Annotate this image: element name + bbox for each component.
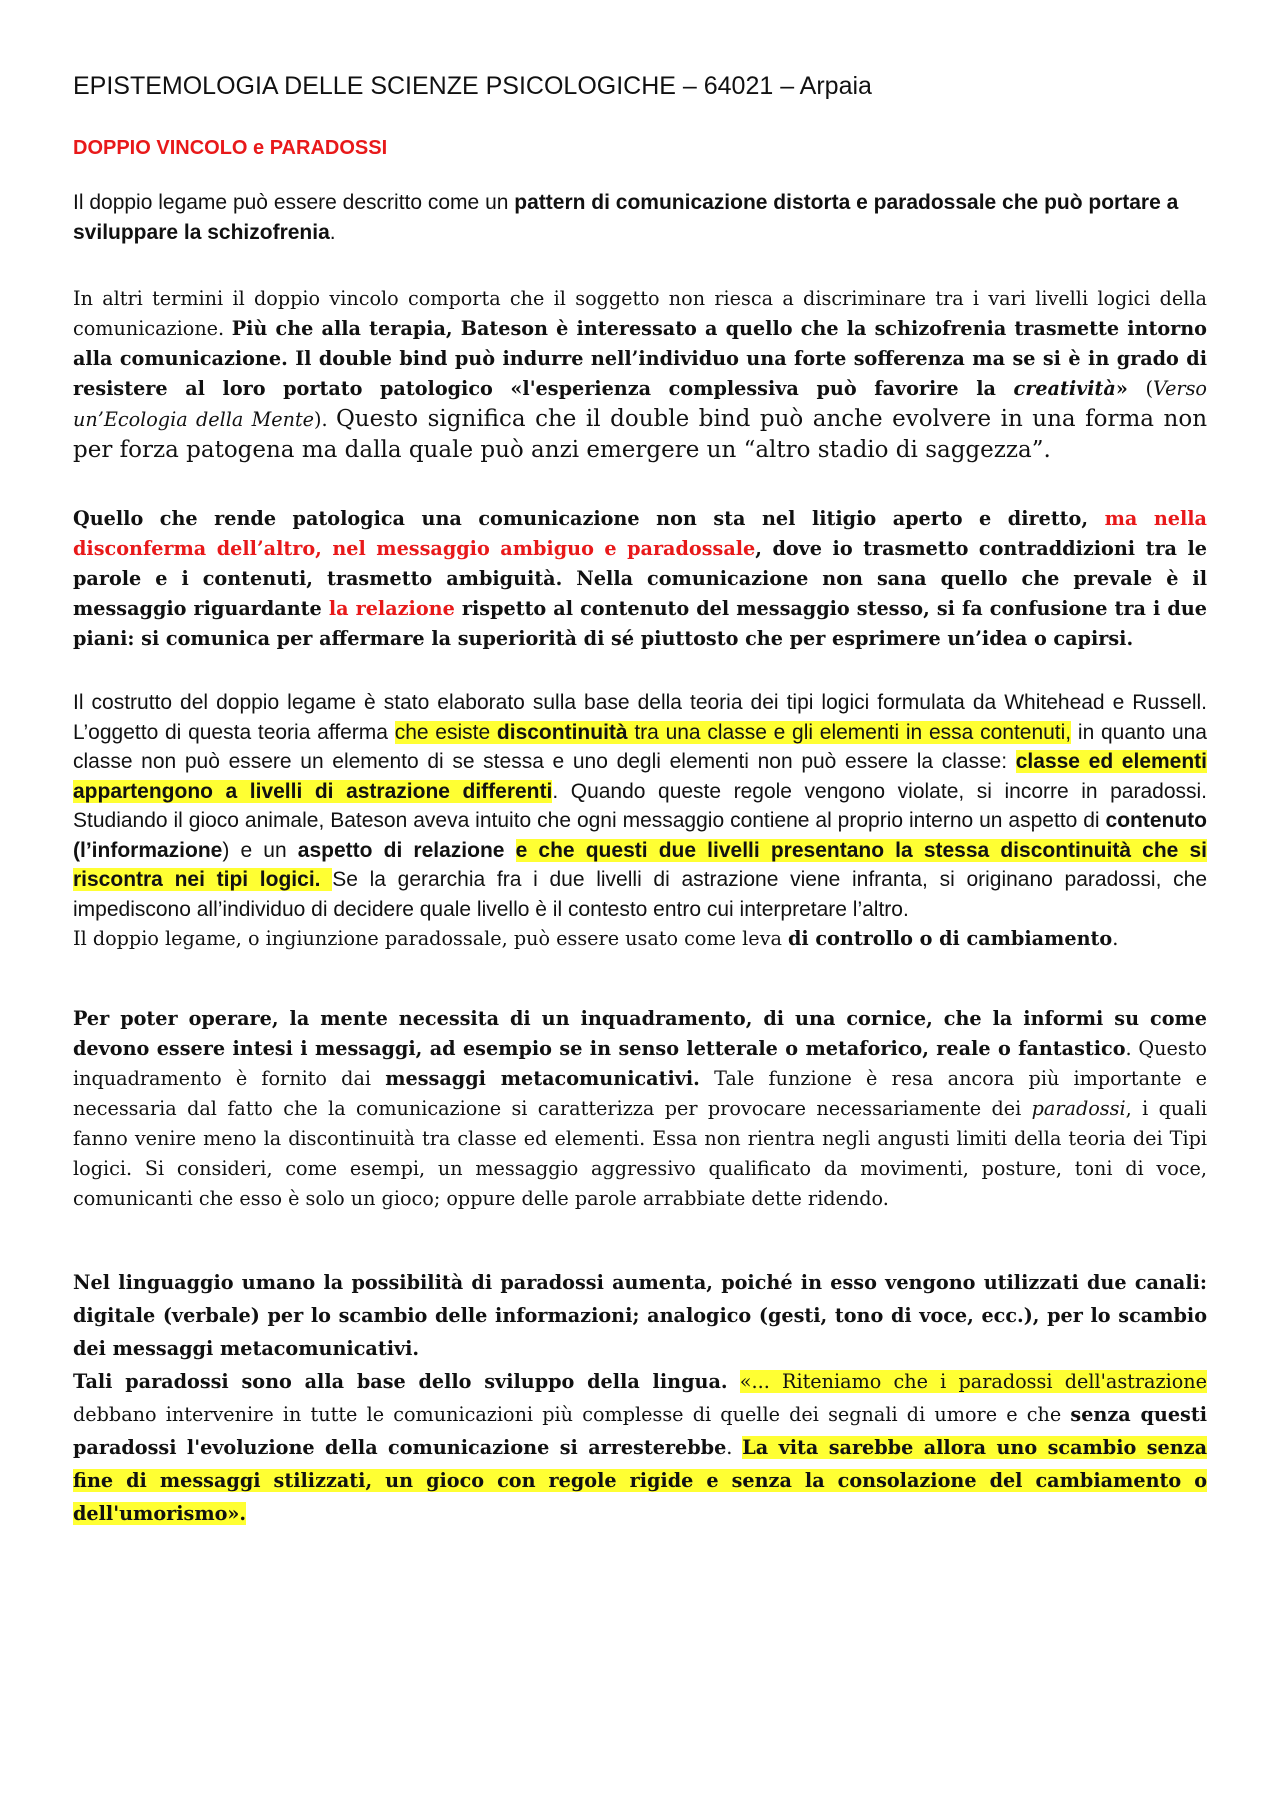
bold-run: messaggi metacomunicativi. xyxy=(385,1066,700,1090)
text-run: , dove io trasmetto contraddizioni tra le parole e i contenuti, trasmetto ambiguità. Nella comunicazione non sana quello che prevale è il messaggio riguardante xyxy=(73,537,1207,620)
text-run: Il doppio legame può essere descritto come un xyxy=(73,191,515,214)
text-run: in quanto una classe non può essere un elemento di se stessa e uno degli elementi non può essere la classe: xyxy=(73,720,1207,773)
paragraph-metacommunication xyxy=(73,1004,1207,1214)
document-page xyxy=(73,72,1207,1530)
paragraph-intro xyxy=(73,188,1207,248)
highlight-bold-run: classe ed elementi appartengono a livelli di astrazione differenti xyxy=(73,750,1208,803)
bold-run: pattern di comunicazione distorta e paradossale che può portare a sviluppare la schizofrenia xyxy=(73,191,1179,244)
text-run: Il costrutto del doppio legame è stato elaborato sulla base della teoria dei tipi logici formulata da Whitehead e Russell. L’oggetto di questa teoria afferma xyxy=(73,691,1207,744)
text-run xyxy=(728,1370,740,1393)
text-run: ). xyxy=(314,408,336,431)
text-run: . xyxy=(329,221,336,244)
red-text-run: la relazione xyxy=(328,597,455,620)
highlight-run: tra una classe e gli elementi in essa contenuti, xyxy=(627,720,1072,744)
bold-run: Tali paradossi sono alla base dello sviluppo della lingua. xyxy=(73,1369,728,1393)
paragraph-pathology xyxy=(73,504,1207,654)
text-run: ) e un xyxy=(222,838,298,862)
text-run: In altri termini il doppio vincolo comporta che il soggetto non riesca a discriminare tra i vari livelli logici della comunicazione. xyxy=(73,287,1207,340)
highlight-bold-run: La vita sarebbe allora uno scambio senza fine di messaggi stilizzati, un gioco con regole rigide e senza la consolazione del cambiamento o dell'umorismo». xyxy=(73,1435,1208,1525)
text-run: debbano intervenire in tutte le comunicazioni più complesse di quelle dei segnali di umore e che xyxy=(73,1402,1071,1426)
large-text-run: Questo significa che il double bind può anche evolvere in una forma non per forza patogena ma dalla quale può anzi emergere un “altro stadio di saggezza”. xyxy=(73,406,1208,463)
text-run: . xyxy=(726,1435,743,1459)
section-title: DOPPIO VINCOLO e PARADOSSI xyxy=(73,137,388,159)
text-run: Se la gerarchia fra i due livelli di astrazione viene infranta, si originano paradossi, che impediscono all’individuo di decidere quale livello è il contesto entro cui interpretare l’altro. xyxy=(73,868,1207,921)
italic-run: Verso un’Ecologia della Mente xyxy=(73,377,1207,431)
bold-run: » xyxy=(1115,377,1146,400)
text-run: . Questo inquadramento è fornito dai xyxy=(73,1036,1207,1090)
bold-run: aspetto di relazione xyxy=(297,838,505,862)
bold-run: senza questi paradossi l'evoluzione della comunicazione si arresterebbe xyxy=(73,1402,1207,1459)
text-run: . xyxy=(1112,927,1119,950)
text-run: ( xyxy=(1145,377,1153,400)
highlight-bold-run: e che questi due livelli presentano la stessa discontinuità che si riscontra nei tipi logici. xyxy=(73,838,1207,891)
italic-run: paradossi xyxy=(1031,1096,1126,1120)
highlight-run: «... Riteniamo che i paradossi dell'astrazione xyxy=(739,1369,1207,1393)
text-run: Quello che rende patologica una comunicazione non sta nel litigio aperto e diretto, xyxy=(73,507,1105,530)
document-title: EPISTEMOLOGIA DELLE SCIENZE PSICOLOGICHE – 64021 – Arpaia xyxy=(73,72,872,100)
bold-run: di controllo o di cambiamento xyxy=(788,927,1113,950)
paragraph-lever xyxy=(73,924,1207,954)
highlight-bold-run: discontinuità xyxy=(496,720,628,744)
bold-run: Per poter operare, la mente necessita di un inquadramento, di una cornice, che la informi su come devono essere intesi i messaggi, ad esempio se in senso letterale o metaforico, reale o fantastico xyxy=(73,1006,1207,1060)
paragraph-language xyxy=(73,1266,1207,1530)
text-run: Tale funzione è resa ancora più importante e necessaria dal fatto che la comunicazione si caratterizza per provocare necessariamente dei xyxy=(73,1066,1207,1120)
text-run: , i quali fanno venire meno la discontinuità tra classe ed elementi. Essa non rientra negli angusti limiti della teoria dei Tipi logici. Si consideri, come esempi, un messaggio aggressivo qualificato da movimenti, posture, toni di voce, comunicanti che esso è solo un gioco; oppure delle parole arrabbiate dette ridendo. xyxy=(73,1096,1207,1210)
paragraph-bateson xyxy=(73,284,1207,466)
red-text-run: ma nella disconferma dell’altro, nel messaggio ambiguo e paradossale xyxy=(73,507,1207,560)
paragraph-logical-types xyxy=(73,688,1207,924)
text-run: . Quando queste regole vengono violate, si incorre in paradossi. Studiando il gioco animale, Bateson aveva intuito che ogni messaggio contiene al proprio interno un aspetto di xyxy=(73,779,1207,832)
bold-run: contenuto (l’informazione xyxy=(73,809,1207,862)
bold-run: Nel linguaggio umano la possibilità di paradossi aumenta, poiché in esso vengono utilizzati due canali: digitale (verbale) per lo scambio delle informazioni; analogico (gesti, tono di voce, ecc.), per lo scambio dei messaggi metacomunicativi. xyxy=(73,1270,1207,1360)
text-run xyxy=(504,839,515,862)
text-run: Il doppio legame, o ingiunzione paradossale, può essere usato come leva xyxy=(73,927,788,950)
bold-run: Più che alla terapia, Bateson è interessato a quello che la schizofrenia trasmette intorno alla comunicazione. Il double bind può indurre nell’individuo una forte sofferenza ma se si è in grado di resistere al loro portato patologico «l'esperienza complessiva può favorire la xyxy=(73,317,1207,400)
highlight-run: che esiste xyxy=(394,720,497,744)
text-run: rispetto al contenuto del messaggio stesso, si fa confusione tra i due piani: si comunica per affermare la superiorità di sé piuttosto che per esprimere un’idea o capirsi. xyxy=(73,597,1207,650)
bold-italic-run: creatività xyxy=(1013,377,1116,400)
